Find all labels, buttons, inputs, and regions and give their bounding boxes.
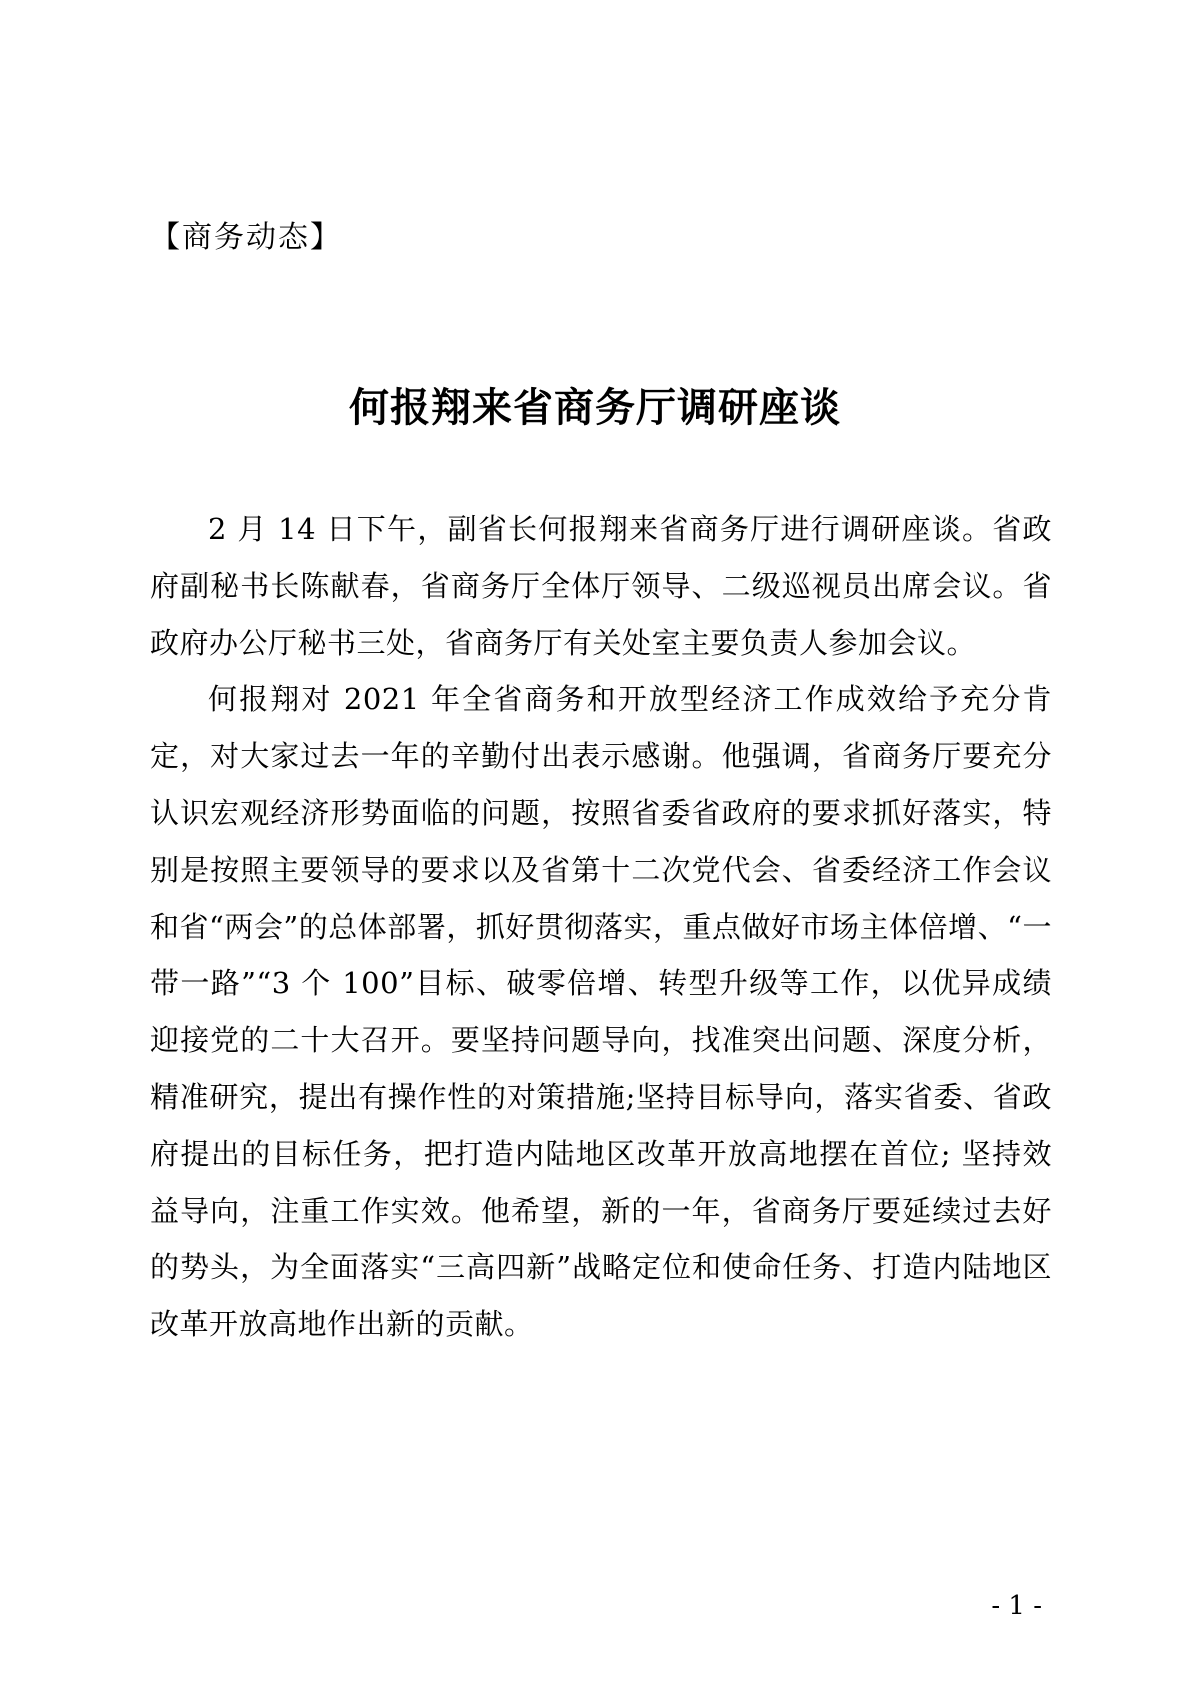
section-tag: 【商务动态】 <box>150 220 342 255</box>
body-paragraph: 2 月 14 日下午，副省长何报翔来省商务厅进行调研座谈。省政府副秘书长陈献春，省商务厅全体厅领导、二级巡视员出席会议。省政府办公厅秘书三处，省商务厅有关处室主要负责人参加会议。 <box>150 512 1052 660</box>
page-number: - 1 - <box>991 1591 1042 1621</box>
document-body <box>150 501 1052 1353</box>
document-title: 何报翔来省商务厅调研座谈 <box>349 384 841 431</box>
body-paragraph: 何报翔对 2021 年全省商务和开放型经济工作成效给予充分肯定，对大家过去一年的辛勤付出表示感谢。他强调，省商务厅要充分认识宏观经济形势面临的问题，按照省委省政府的要求抓好落实，特别是按照主要领导的要求以及省第十二次党代会、省委经济工作会议和省“两会”的总体部署，抓好贯彻落实，重点做好市场主体倍增、“一带一路”“3 个 100”目标、破零倍增、转型升级等工作，以优异成绩迎接党的二十大召开。要坚持问题导向，找准突出问题、深度分析，精准研究，提出有操作性的对策措施;坚持目标导向，落实省委、省政府提出的目标任务，把打造内陆地区改革开放高地摆在首位; 坚持效益导向，注重工作实效。他希望，新的一年，省商务厅要延续过去好的势头，为全面落实“三高四新”战略定位和使命任务、打造内陆地区改革开放高地作出新的贡献。 <box>150 682 1052 1342</box>
